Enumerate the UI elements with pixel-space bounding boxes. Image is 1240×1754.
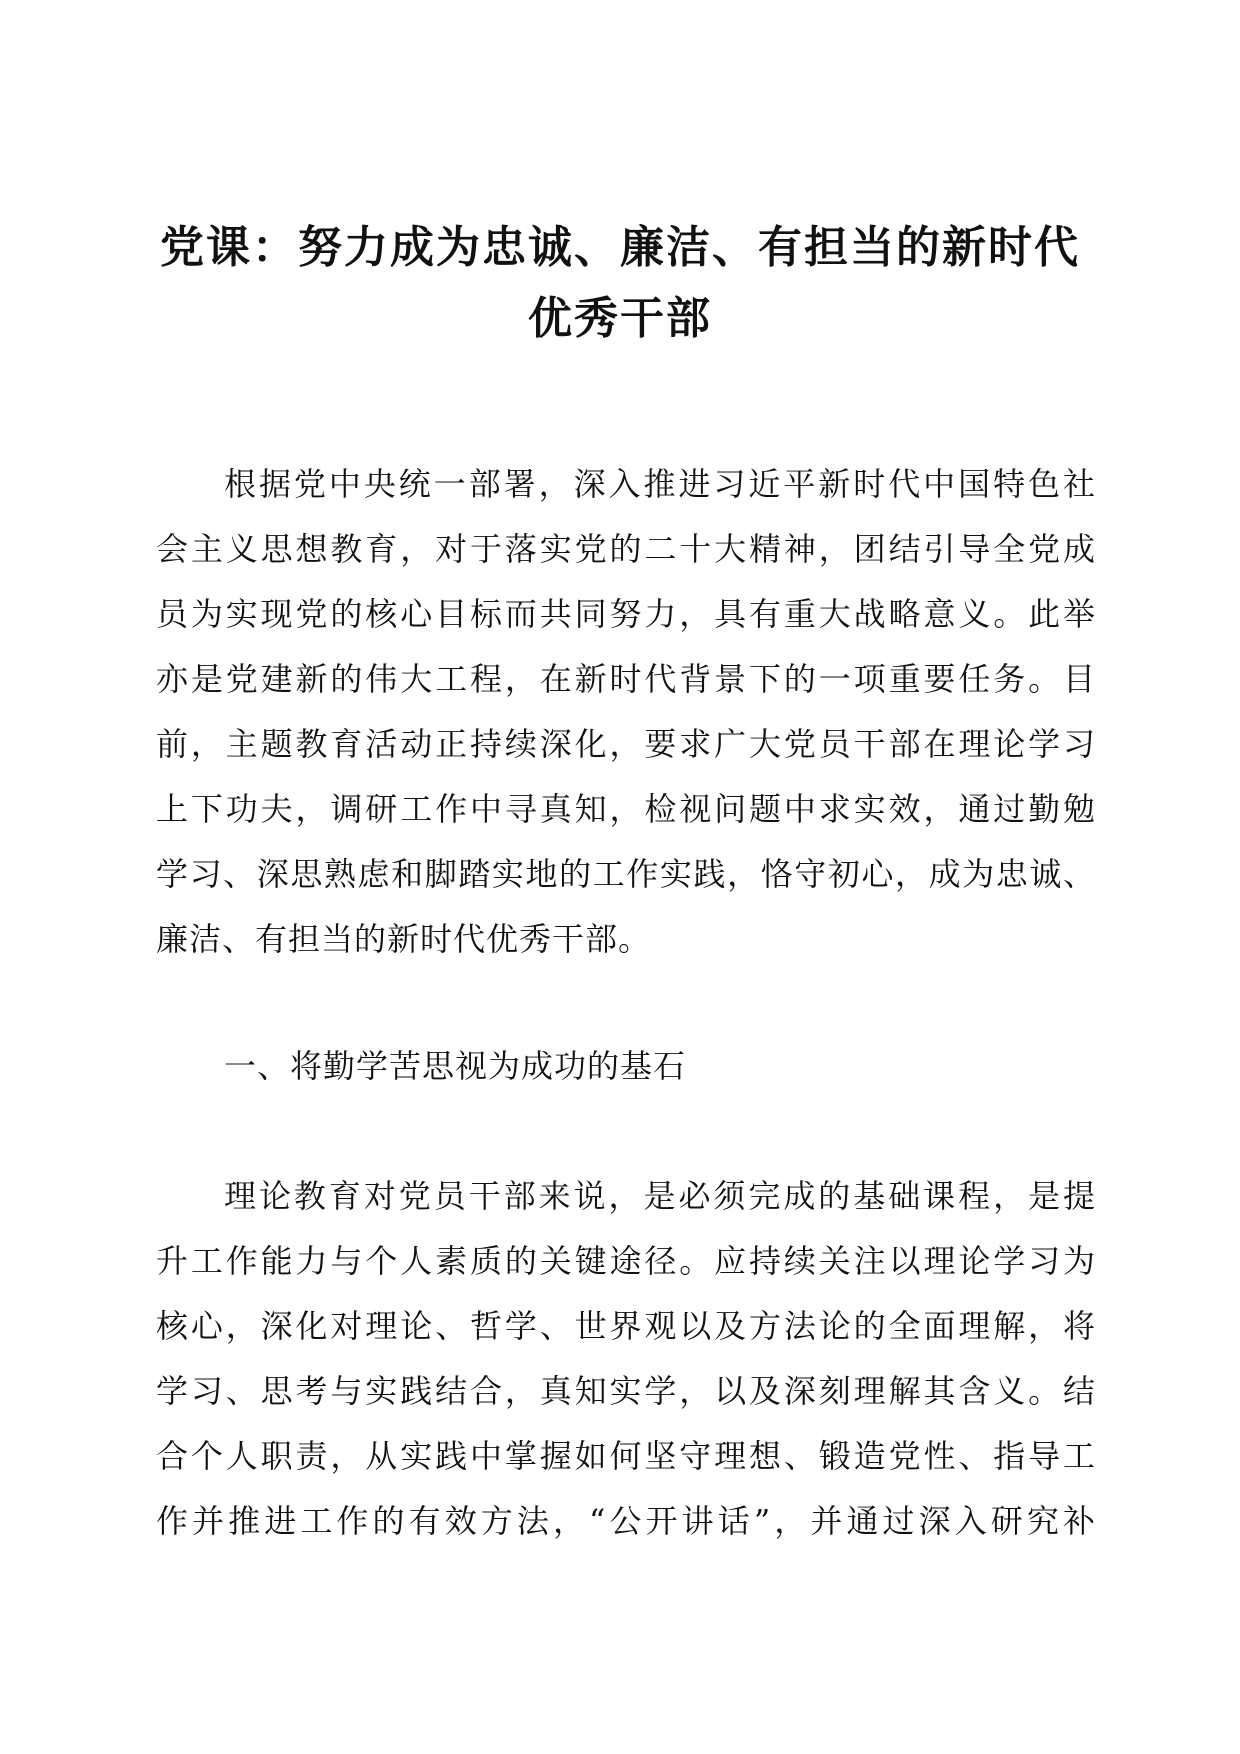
paragraph-line: 会主义思想教育，对于落实党的二十大精神，团结引导全党成 (156, 530, 1096, 568)
paragraph-line: 合个人职责，从实践中掌握如何坚守理想、锻造党性、指导工 (156, 1437, 1096, 1475)
paragraph-line: 作并推进工作的有效方法，“公开讲话”，并通过深入研究补 (156, 1502, 1096, 1540)
document-title-line-2: 优秀干部 (528, 293, 712, 344)
document-title-line-1: 党课：努力成为忠诚、廉洁、有担当的新时代 (160, 222, 1080, 273)
paragraph-line: 廉洁、有担当的新时代优秀干部。 (156, 920, 652, 958)
paragraph-line: 学习、思考与实践结合，真知实学，以及深刻理解其含义。结 (156, 1372, 1096, 1410)
paragraph-intro (156, 452, 1096, 972)
paragraph-line: 根据党中央统一部署，深入推进习近平新时代中国特色社 (224, 465, 1096, 503)
paragraph-line: 升工作能力与个人素质的关键途径。应持续关注以理论学习为 (156, 1242, 1096, 1280)
paragraph-section-1 (156, 1164, 1096, 1554)
paragraph-line: 前，主题教育活动正持续深化，要求广大党员干部在理论学习 (156, 725, 1096, 763)
paragraph-line: 亦是党建新的伟大工程，在新时代背景下的一项重要任务。目 (156, 660, 1096, 698)
paragraph-line: 上下功夫，调研工作中寻真知，检视问题中求实效，通过勤勉 (156, 790, 1096, 828)
paragraph-line: 核心，深化对理论、哲学、世界观以及方法论的全面理解，将 (156, 1307, 1096, 1345)
paragraph-line: 理论教育对党员干部来说，是必须完成的基础课程，是提 (224, 1177, 1096, 1215)
paragraph-line: 学习、深思熟虑和脚踏实地的工作实践，恪守初心，成为忠诚、 (156, 855, 1096, 893)
paragraph-line: 员为实现党的核心目标而共同努力，具有重大战略意义。此举 (156, 595, 1096, 633)
section-heading-1: 一、将勤学苦思视为成功的基石 (224, 1047, 687, 1085)
